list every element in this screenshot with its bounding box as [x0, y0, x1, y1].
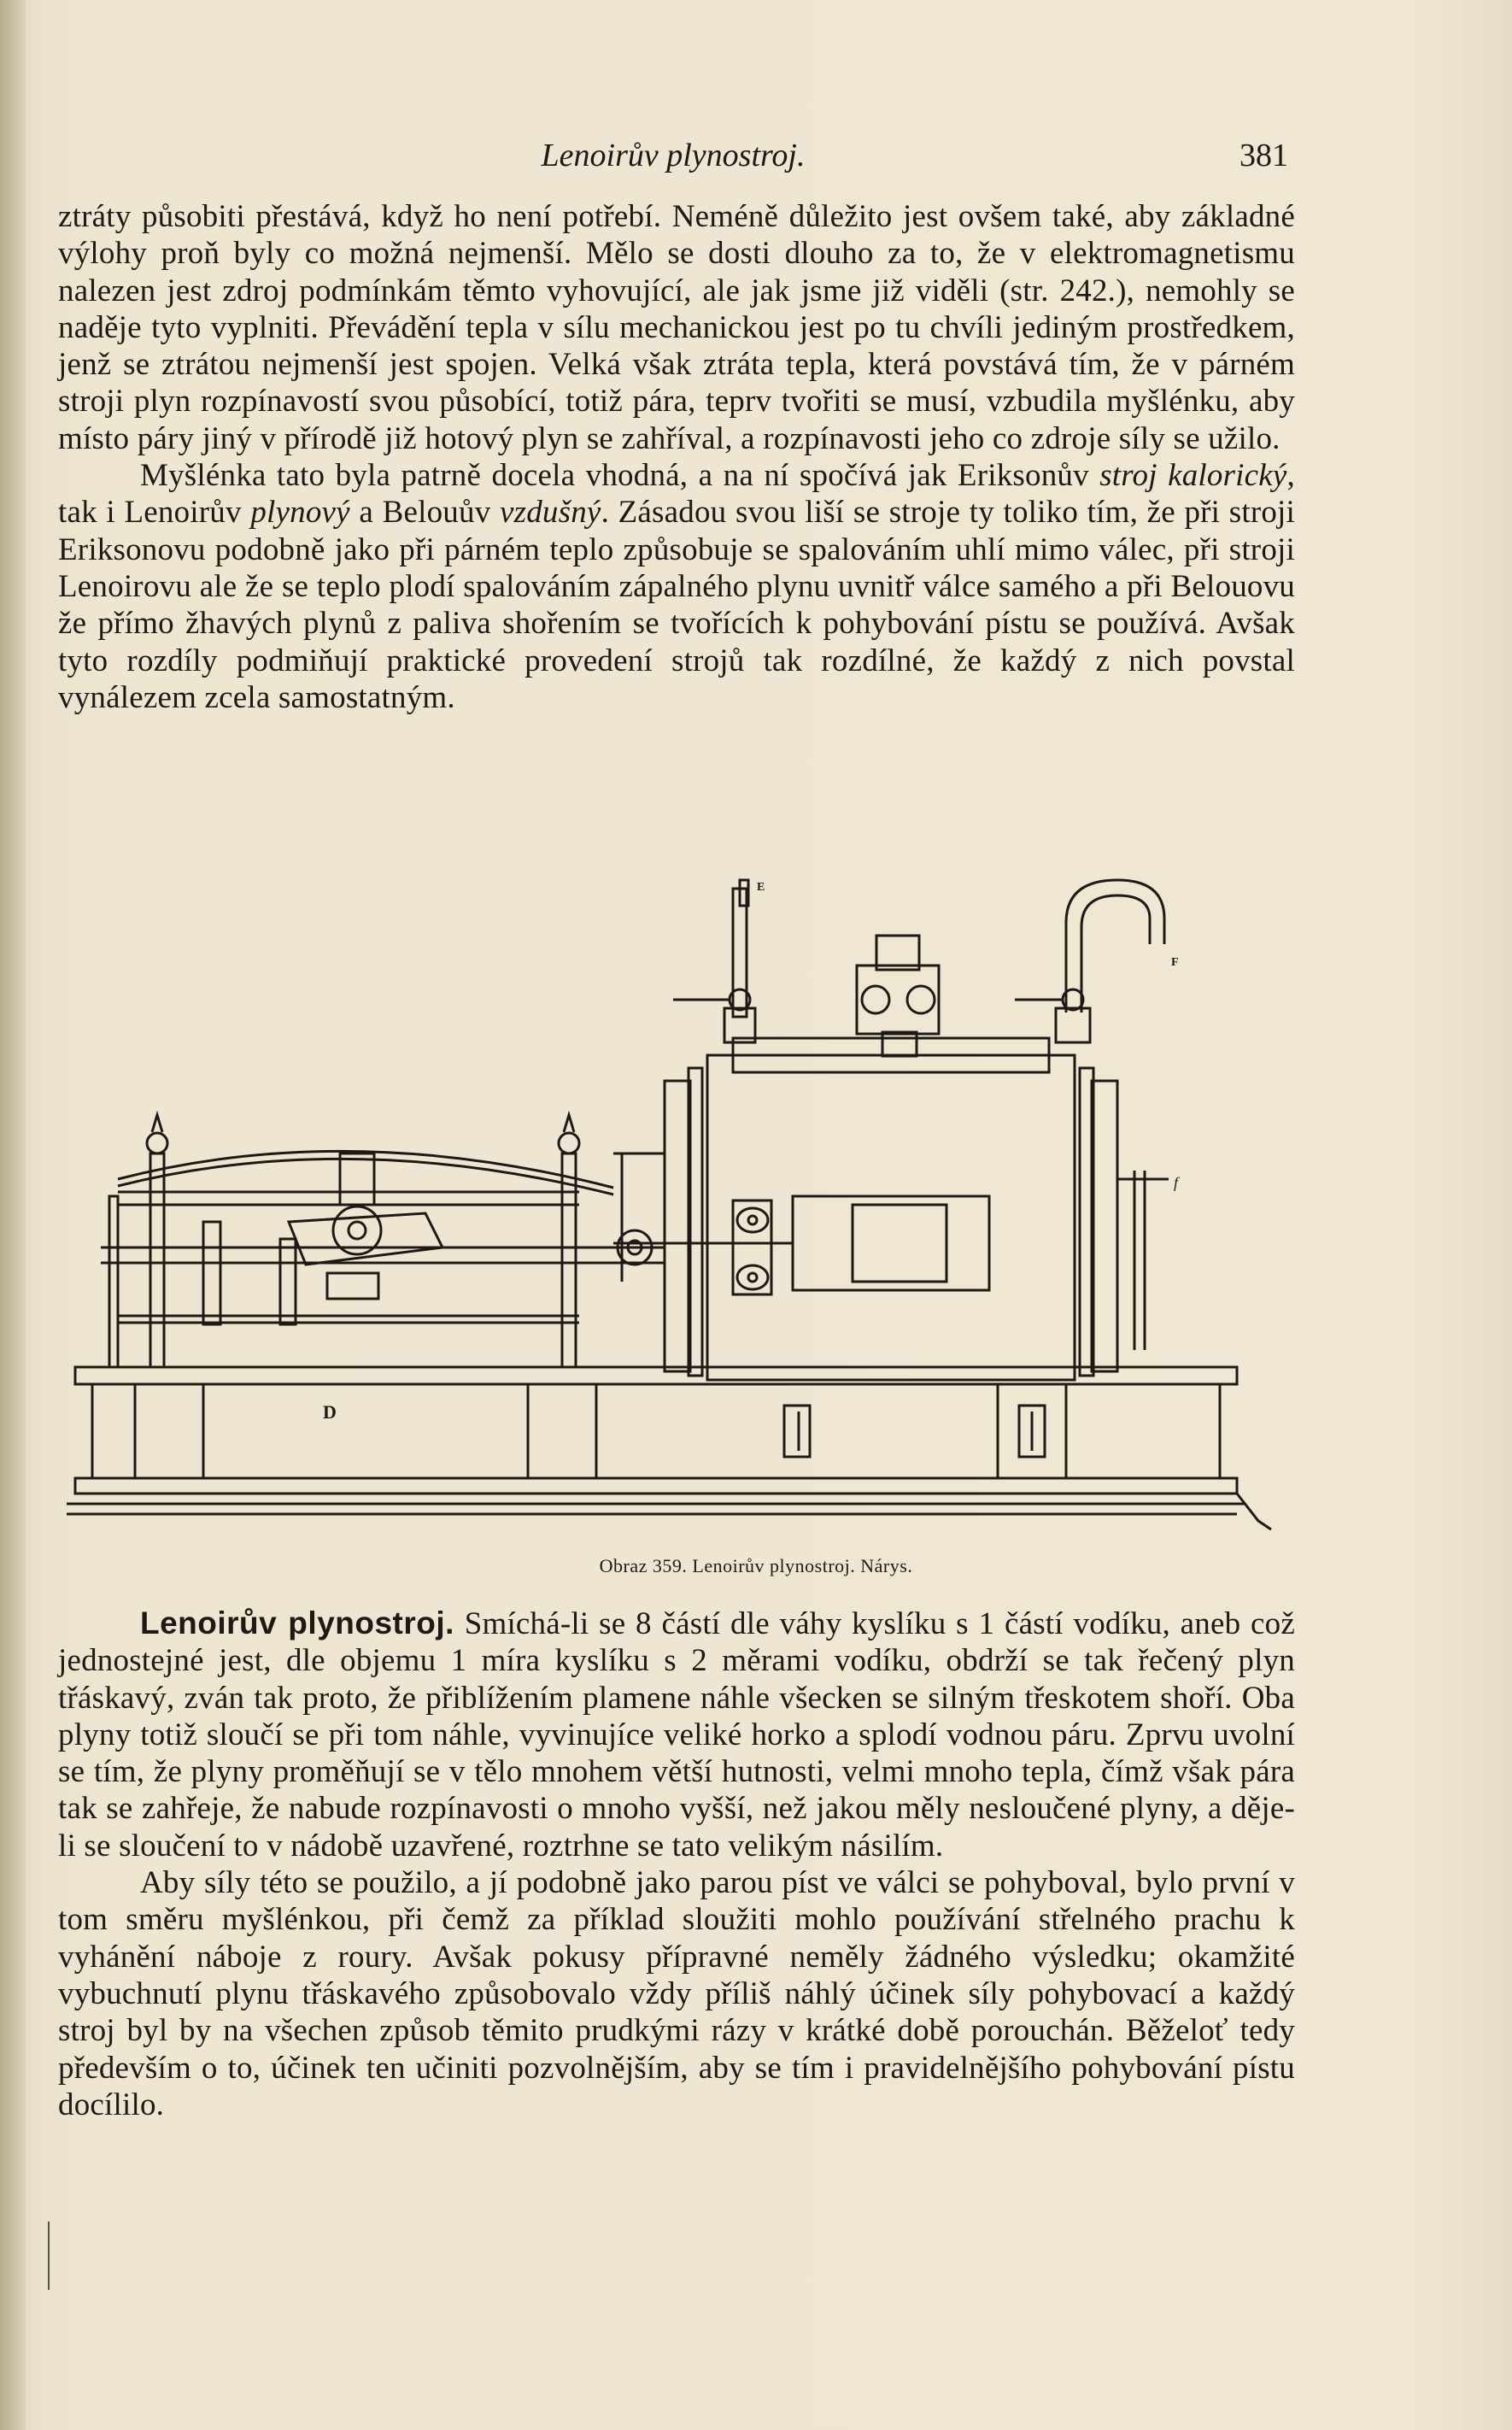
text-run: Smíchá-li se 8 částí dle váhy kyslíku s 1 částí vodíku, aneb což jednostejné jest, dle objemu 1 míra kyslíku s 2 měrami vodíku, obdrží se tak řečený plyn třáskavý, zván tak proto, že přiblížením plamene náhle všecken se silným třeskotem shoří. Oba plyny totiž sloučí se při tom náhle, vyvinujíce veliké horko a splodí vodnou páru. Zprvu uvolní se tím, že plyny proměňují se v tělo mnohem větší hutnosti, velmi mnoho tepla, čímž však pára tak se zahřeje, že nabude rozpínavosti o mnoho vyšší, než jakou měly nesloučené plyny, a děje-li se sloučení to v nádobě uzavřené, roztrhne se tato velikým násilím. — [58, 1606, 1296, 1864]
text-run: a Belouův — [359, 495, 491, 531]
figure-label-e: E — [757, 881, 765, 894]
term-plynovy: plynový — [250, 495, 350, 531]
section-heading: Lenoirův plynostroj. — [140, 1605, 454, 1641]
paragraph: Aby síly této se použilo, a jí podobně jako parou píst ve válci se pohyboval, bylo první v tom směru myšlénkou, při čemž za příklad sloužiti mohlo používání střelného prachu k vyhánění náboje z roury. Avšak pokusy přípravné neměly žádného výsledku; okamžité vybuchnutí plynu třáskavého způsobovalo vždy příliš náhlý účinek síly pohybovací a každý stroj byl by na všechen způsob těmito prudkými rázy v krátké době porouchán. Běželoť tedy především o to, účinek ten učiniti pozvolnějším, aby se tím i pravidelnějšího pohybování pístu docílilo. — [58, 1865, 1295, 2122]
engine-figure — [67, 872, 1297, 1555]
running-title: Lenoirův plynostroj. — [541, 138, 806, 173]
text-block-bottom — [58, 1605, 1295, 2123]
text-block-top — [58, 198, 1295, 716]
paragraph — [58, 457, 1295, 716]
figure-label-d: D — [323, 1401, 337, 1423]
top-fittings — [673, 880, 1164, 1056]
margin-mark — [48, 2222, 50, 2290]
figure-label-f-lower: f — [1174, 1174, 1179, 1191]
paragraph: ztráty působiti přestává, když ho není potřebí. Neméně důležito jest ovšem také, aby základné výlohy proň byly co možná nejmenší. Mělo se dosti dlouho za to, že v elektromagnetismu nalezen jest zdroj podmínkám těmto vyhovující, ale jak jsme již viděli (str. 242.), nemohly se naděje tyto vyplniti. Převádění tepla v sílu mechanickou jest po tu chvíli jediným prostředkem, jenž se ztrátou nejmenší jest spojen. Velká však ztráta tepla, která povstává tím, že v párném stroji plyn rozpínavostí svou působící, totiž pára, teprv tvořiti se musí, vzbudila myšlénku, aby místo páry jiný v přírodě již hotový plyn se zahříval, a rozpínavosti jeho co zdroje síly se užilo. — [58, 199, 1295, 456]
text-run: Myšlénka tato byla patrně docela vhodná, a na ní spočívá jak Eriksonův — [140, 458, 1089, 494]
lenoir-engine-drawing — [67, 872, 1297, 1555]
text-run: , tak i Lenoirův — [58, 458, 1295, 531]
paragraph — [58, 1605, 1295, 1864]
figure-caption: Obraz 359. Lenoirův plynostroj. Nárys. — [599, 1555, 913, 1576]
engine-base — [67, 1367, 1271, 1529]
valve-gear — [203, 1153, 442, 1324]
engine-cylinder — [613, 1038, 1117, 1380]
page-spine-shadow — [0, 0, 26, 2430]
page-number: 381 — [1239, 138, 1288, 173]
figure-label-f: F — [1171, 956, 1179, 969]
side-pipe — [613, 1153, 1169, 1350]
term-vzdusny: vzdušný — [500, 495, 601, 531]
page-header — [58, 137, 1288, 179]
term-kaloricky: stroj kalorický — [1099, 458, 1287, 494]
left-frame — [101, 1115, 665, 1367]
text-run: . Zásadou svou liší se stroje ty toliko tím, že při stroji Eriksonovu podobně jako při párném teplo způsobuje se spalováním uhlí mimo válec, při stroji Lenoirovu ale že se teplo plodí spalováním zápalného plynu uvnitř válce samého a při Belouovu že přímo žhavých plynů z paliva shořením se tvořících k pohybování pístu se používá. Avšak tyto rozdíly podmiňují praktické provedení strojů tak rozdílné, že každý z nich povstal vynálezem zcela samostatným. — [58, 495, 1296, 715]
